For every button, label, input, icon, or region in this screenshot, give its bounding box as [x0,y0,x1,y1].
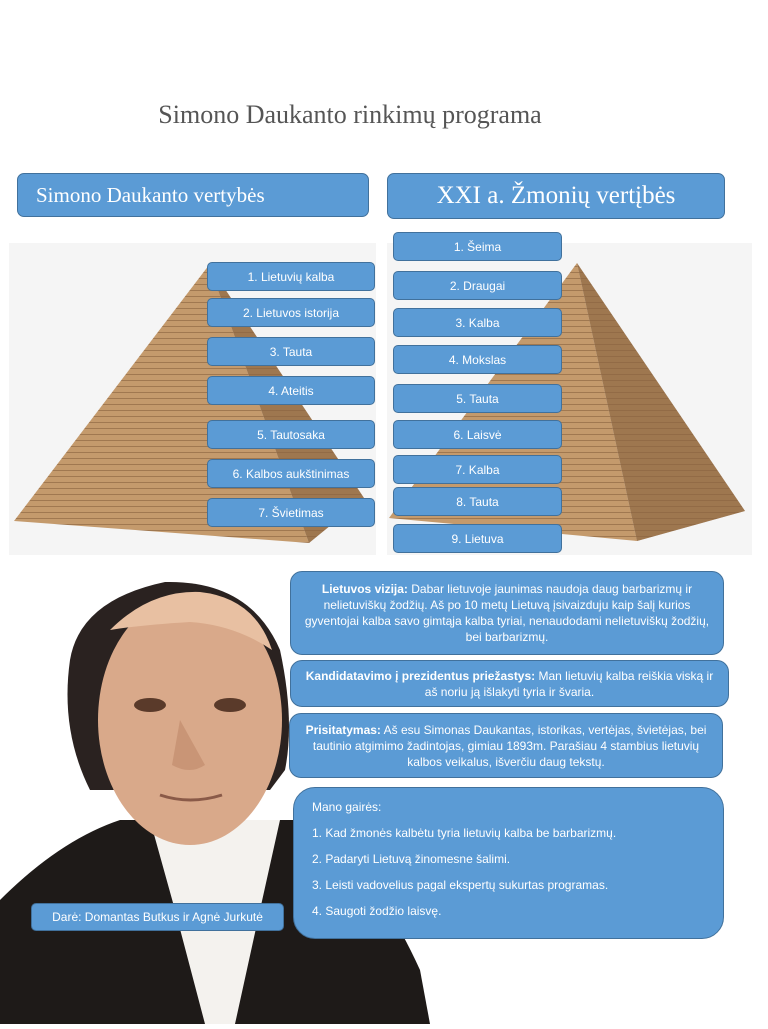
left-value-4: 4. Ateitis [207,376,375,405]
left-value-1: 1. Lietuvių kalba [207,262,375,291]
vision-label: Lietuvos vizija: [321,582,408,596]
goal-item-4: 4. Saugoti žodžio laisvę. [312,904,442,918]
intro-label: Prisitatymas: [305,722,381,737]
right-value-5: 5. Tauta [393,384,562,413]
left-value-2: 2. Lietuvos istorija [207,298,375,327]
goals-heading: Mano gairės: [312,800,382,814]
right-value-2: 2. Draugai [393,271,562,300]
goal-item-1: 1. Kad žmonės kalbėtu tyria lietuvių kalba be barbarizmų. [312,826,617,840]
vision-text: Dabar lietuvoje jaunimas naudoja daug barbarizmų ir nelietuviškų žodžių. Aš po 10 metų Lietuvą įsivaizduju kaip šalį kurios gyventojai kalba savo gimtąja kalba tyriai, nenaudodami nelietuviškų žodžių, bei barbarizmų. [304,582,710,644]
right-header: XXI a. Žmonių vertįbės [387,173,725,219]
intro-box [289,713,723,778]
right-value-8: 8. Tauta [393,487,562,516]
vision-box [290,571,724,655]
reason-box [290,660,729,707]
left-value-6: 6. Kalbos aukštinimas [207,459,375,488]
intro-text: Aš esu Simonas Daukantas, istorikas, vertėjas, švietėjas, bei tautinio atgimimo žadintojas, gimiau 1893m. Parašiau 4 stambius lietuvių kalbos veikalus, išverčiu daug tekstų. [312,722,707,769]
right-value-9: 9. Lietuva [393,524,562,553]
goal-item-3: 3. Leisti vadovelius pagal ekspertų sukurtas programas. [312,878,609,892]
right-value-3: 3. Kalba [393,308,562,337]
right-value-7: 7. Kalba [393,455,562,484]
goals-box [293,787,724,939]
credit-label: Darė: Domantas Butkus ir Agnė Jurkutė [31,903,284,931]
right-value-6: 6. Laisvė [393,420,562,449]
page-title: Simono Daukanto rinkimų programa [158,100,542,129]
reason-text: Man lietuvių kalba reiškia viską ir aš noriu ją išlakyti tyria ir švaria. [424,668,714,699]
left-header: Simono Daukanto vertybės [17,173,369,217]
left-value-7: 7. Švietimas [207,498,375,527]
goal-item-2: 2. Padaryti Lietuvą žinomesne šalimi. [312,852,511,866]
right-value-1: 1. Šeima [393,232,562,261]
left-value-3: 3. Tauta [207,337,375,366]
right-value-4: 4. Mokslas [393,345,562,374]
reason-label: Kandidatavimo į prezidentus priežastys: [305,668,536,683]
left-value-5: 5. Tautosaka [207,420,375,449]
